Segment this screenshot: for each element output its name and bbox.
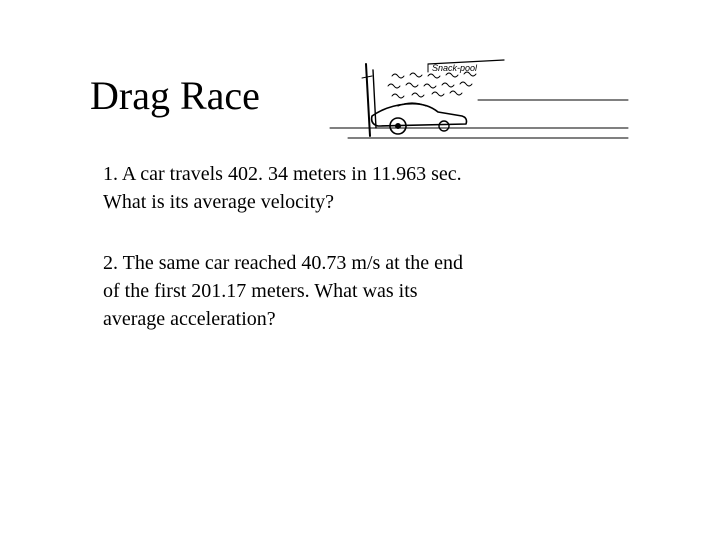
question-2: 2. The same car reached 40.73 m/s at the end of the first 201.17 meters. What was its average acceleration? bbox=[103, 252, 464, 330]
slide-title: Drag Race bbox=[90, 73, 260, 118]
question-1: 1. A car travels 402. 34 meters in 11.963 sec. What is its average velocity? bbox=[103, 163, 462, 213]
drag-race-car-illustration bbox=[328, 56, 632, 142]
sign-lettering: Snack-pool bbox=[432, 63, 478, 73]
